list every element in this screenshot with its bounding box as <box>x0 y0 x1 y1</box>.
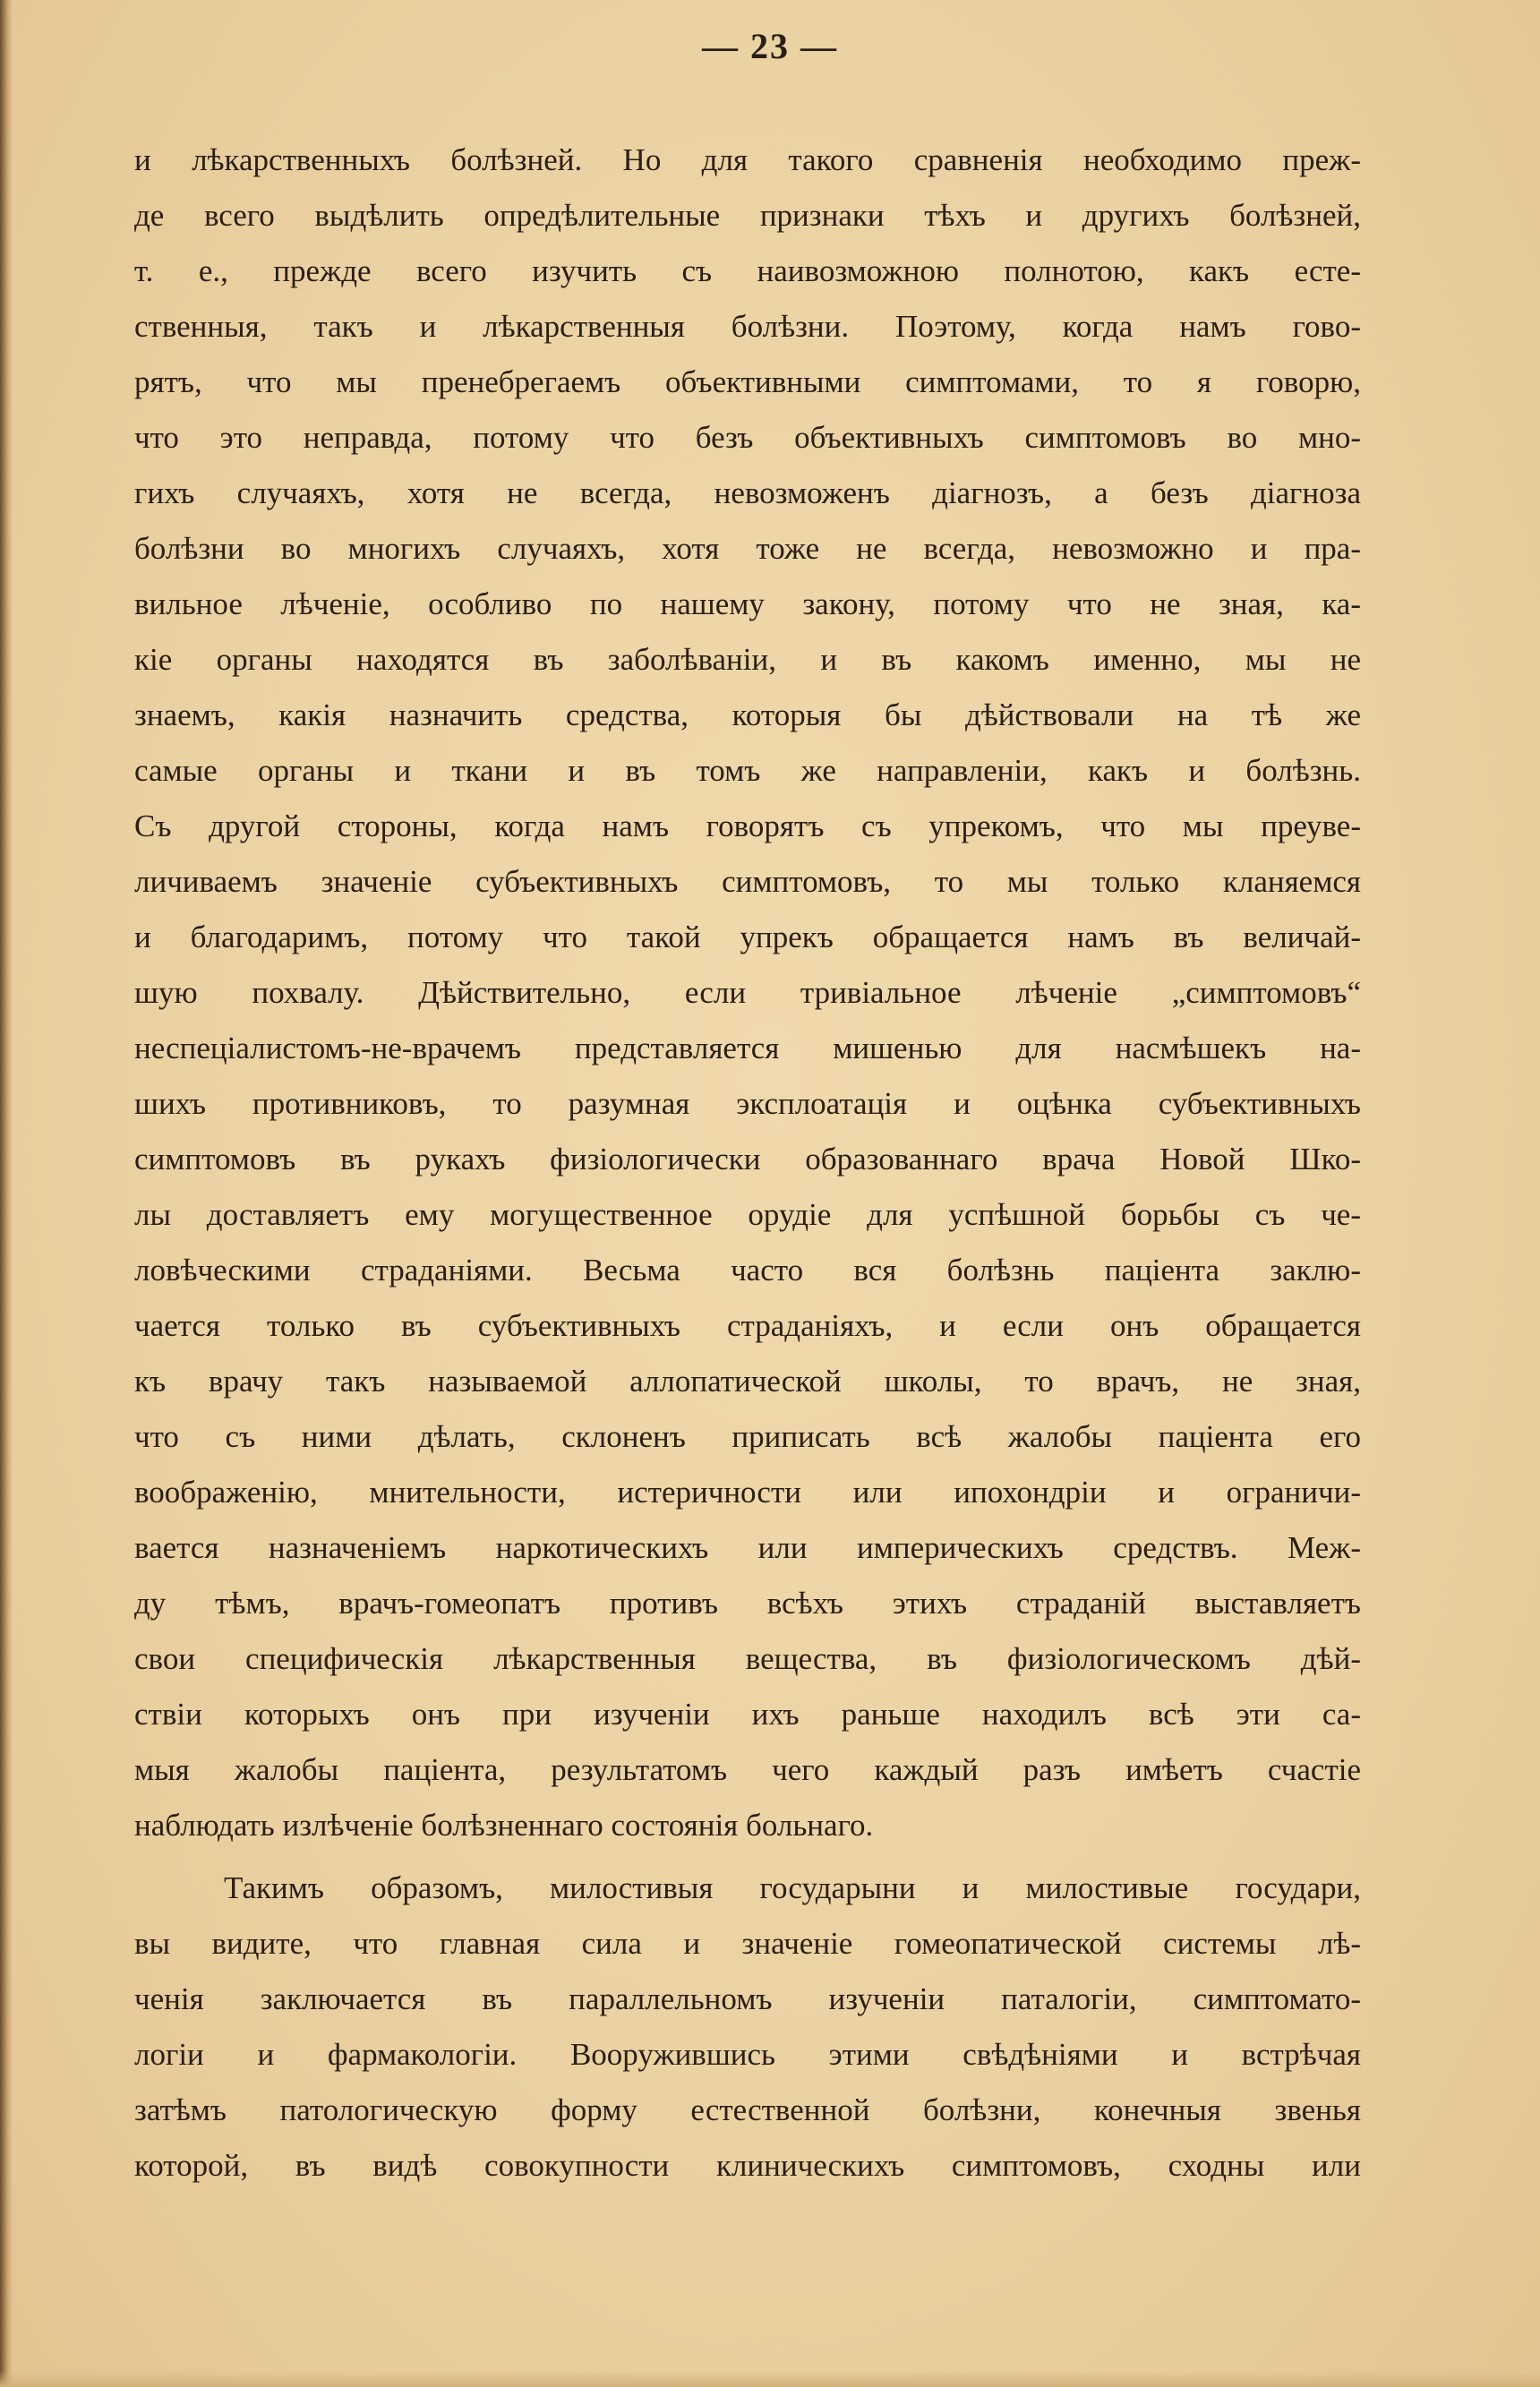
text-line: которой, въ видѣ совокупности клиническихъ симптомовъ, сходны или <box>134 2148 1361 2183</box>
text-line: личиваемъ значеніе субъективныхъ симптомовъ, то мы только кланяемся <box>134 864 1361 899</box>
text-line: Такимъ образомъ, милостивыя государыни и милостивые государи, <box>224 1870 1361 1905</box>
text-line: самые органы и ткани и въ томъ же направленіи, какъ и болѣзнь. <box>134 753 1361 788</box>
text-line: ченія заключается въ параллельномъ изученіи паталогіи, симптомато- <box>134 1981 1361 2016</box>
text-line: наблюдать излѣченіе болѣзненнаго состоянія больнаго. <box>134 1808 874 1843</box>
text-line: симптомовъ въ рукахъ физіологически образованнаго врача Новой Шко- <box>134 1142 1361 1176</box>
text-line: лы доставляетъ ему могущественное орудіе для успѣшной борьбы съ че- <box>134 1197 1361 1232</box>
text-line: вы видите, что главная сила и значеніе гомеопатической системы лѣ- <box>134 1926 1361 1961</box>
text-line: вильное лѣченіе, особливо по нашему закону, потому что не зная, ка- <box>134 586 1361 621</box>
text-line: что это неправда, потому что безъ объективныхъ симптомовъ во мно- <box>134 420 1361 455</box>
paragraph <box>134 1861 1361 2194</box>
text-line: чается только въ субъективныхъ страданіяхъ, и если онъ обращается <box>134 1308 1361 1343</box>
text-line: де всего выдѣлить опредѣлительные признаки тѣхъ и другихъ болѣзней, <box>134 198 1361 233</box>
text-line: и благодаримъ, потому что такой упрекъ обращается намъ въ величай- <box>134 920 1361 954</box>
page-number: — 23 — <box>702 26 838 66</box>
text-line: шихъ противниковъ, то разумная эксплоатація и оцѣнка субъективныхъ <box>134 1086 1361 1121</box>
text-line: ловѣческими страданіями. Весьма часто вся болѣзнь паціента заклю- <box>134 1253 1361 1288</box>
text-line: ствіи которыхъ онъ при изученіи ихъ раньше находилъ всѣ эти са- <box>134 1697 1361 1732</box>
text-line: логіи и фармакологіи. Вооружившись этими свѣдѣніями и встрѣчая <box>134 2037 1361 2072</box>
body-text <box>134 133 1361 2194</box>
text-line: затѣмъ патологическую форму естественной болѣзни, конечныя звенья <box>134 2092 1361 2127</box>
text-line: гихъ случаяхъ, хотя не всегда, невозможенъ діагнозъ, а безъ діагноза <box>134 475 1361 510</box>
text-line: что съ ними дѣлать, склоненъ приписать всѣ жалобы паціента его <box>134 1419 1361 1454</box>
text-line: знаемъ, какія назначить средства, которыя бы дѣйствовали на тѣ же <box>134 697 1361 732</box>
text-line: вается назначеніемъ наркотическихъ или империческихъ средствъ. Меж- <box>134 1530 1361 1565</box>
text-line: къ врачу такъ называемой аллопатической школы, то врачъ, не зная, <box>134 1364 1361 1399</box>
text-line: свои специфическія лѣкарственныя вещества, въ физіологическомъ дѣй- <box>134 1641 1361 1676</box>
text-line: шую похвалу. Дѣйствительно, если тривіальное лѣченіе „симптомовъ“ <box>134 975 1361 1010</box>
text-line: ду тѣмъ, врачъ-гомеопатъ противъ всѣхъ этихъ страданій выставляетъ <box>134 1586 1361 1621</box>
text-line: воображенію, мнительности, истеричности или ипохондріи и ограничи- <box>134 1475 1361 1510</box>
page-left-edge <box>0 0 13 2387</box>
text-line: мыя жалобы паціента, результатомъ чего каждый разъ имѣетъ счастіе <box>134 1752 1361 1787</box>
text-line: болѣзни во многихъ случаяхъ, хотя тоже не всегда, невозможно и пра- <box>134 531 1361 566</box>
text-line: Съ другой стороны, когда намъ говорятъ съ упрекомъ, что мы преуве- <box>134 808 1361 843</box>
text-line: т. е., прежде всего изучить съ наивозможною полнотою, какъ есте- <box>134 253 1361 288</box>
text-line: рятъ, что мы пренебрегаемъ объективными симптомами, то я говорю, <box>134 364 1361 399</box>
text-line: неспеціалистомъ-не-врачемъ представляется мишенью для насмѣшекъ на- <box>134 1031 1361 1065</box>
text-line: ственныя, такъ и лѣкарственныя болѣзни. Поэтому, когда намъ гово- <box>134 309 1361 344</box>
paragraph <box>134 133 1361 1853</box>
page-bottom-edge <box>0 2371 1540 2387</box>
text-line: и лѣкарственныхъ болѣзней. Но для такого сравненія необходимо преж- <box>134 142 1361 177</box>
text-line: кіе органы находятся въ заболѣваніи, и въ какомъ именно, мы не <box>134 642 1361 677</box>
